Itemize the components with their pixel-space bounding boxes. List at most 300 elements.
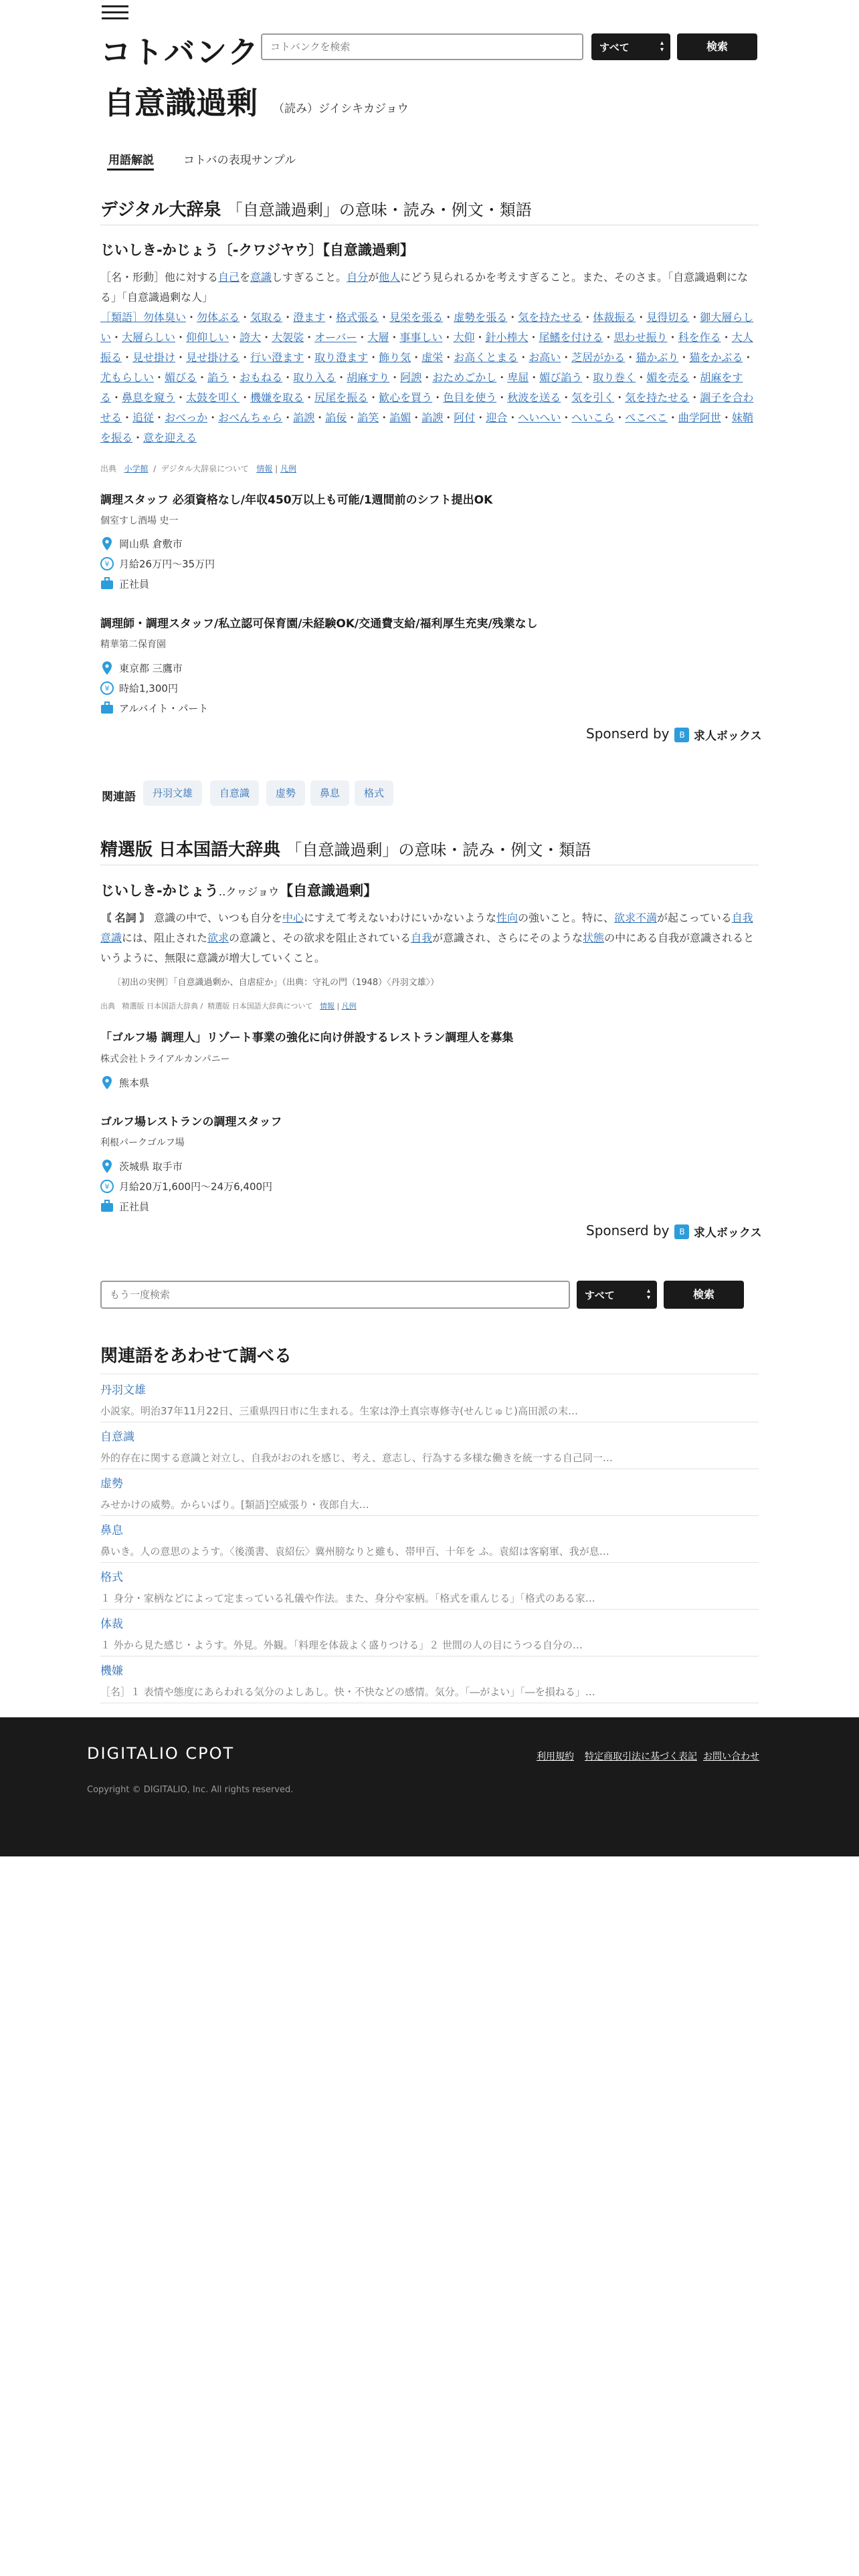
related-word-name[interactable]: 虚勢 <box>100 1477 123 1491</box>
definition-fragment: にどう見られるかを考えすぎること。また、そのさま。「自意識過剰になる」「自意識過剰な人」 <box>100 271 749 304</box>
synonym-list <box>100 308 759 448</box>
word-link[interactable]: 欲求不満 <box>614 911 658 924</box>
synonym-link[interactable]: 太鼓を叩く <box>186 391 240 404</box>
word-link[interactable]: 自我 <box>411 932 433 944</box>
definition-fragment: の中にある自我が意識されるというように、無限に意識が増大していくこと。 <box>100 932 755 964</box>
search-scope-value: すべて <box>599 41 630 53</box>
separator: ・ <box>111 331 122 344</box>
sponsor-credit[interactable] <box>586 1222 762 1240</box>
separator: ・ <box>496 371 508 384</box>
synonym-link[interactable]: 取り澄ます <box>314 351 369 364</box>
synonym-link[interactable]: 誇大 <box>240 331 262 344</box>
related-word-item[interactable] <box>100 1427 759 1465</box>
job-company: 精華第二保育園 <box>100 639 166 650</box>
svg-text:¥: ¥ <box>104 684 110 693</box>
select-arrows-icon: ▴ ▾ <box>646 1287 650 1301</box>
related-word-desc: 外的存在に関する意識と対立し、自我がおのれを感じ、考え、意志し、行為する多様な働きを統一する自己同一… <box>100 1452 613 1464</box>
divider <box>100 1515 759 1516</box>
job-company: 利根パークゴルフ場 <box>100 1138 185 1148</box>
job-location-text: 東京都 三鷹市 <box>119 662 183 675</box>
separator: ・ <box>304 351 315 364</box>
synonym-link[interactable]: 意を迎える <box>143 431 197 444</box>
separator: ・ <box>636 311 647 324</box>
section-subtitle: 「自意識過剰」の意味・読み・例文・類語 <box>226 201 532 219</box>
briefcase-icon <box>100 576 114 591</box>
separator: ・ <box>325 311 337 324</box>
separator: ・ <box>421 371 433 384</box>
related-word-desc: １ 外から見た感じ・ようす。外見。外観。「料理を体裁よく盛りつける」２ 世間の人の目にうつる自分の… <box>100 1639 583 1651</box>
job-title[interactable]: 調理スタッフ 必須資格なし/年収450万以上も可能/1週間前のシフト提出OK <box>100 494 493 507</box>
separator: ・ <box>175 331 187 344</box>
word-link[interactable]: 他人 <box>379 271 401 284</box>
search-button[interactable]: 検索 <box>677 33 757 60</box>
synonym-label[interactable]: ［類語］ <box>100 311 144 324</box>
definition-text <box>100 908 759 968</box>
definition-fragment: しすぎること。 <box>272 271 347 284</box>
synonym-link[interactable]: 大仰 <box>453 331 475 344</box>
synonym-link[interactable]: 胡麻をする <box>100 371 743 404</box>
section-heading-seisen <box>100 836 591 861</box>
synonym-link[interactable]: ぺこぺこ <box>625 411 668 424</box>
synonym-link[interactable]: 秋波を送る <box>507 391 561 404</box>
synonym-link[interactable]: 猫をかぶる <box>689 351 743 364</box>
svg-text:¥: ¥ <box>104 560 110 568</box>
synonym-link[interactable]: 色目を使う <box>443 391 497 404</box>
tab-expression-samples[interactable]: コトバの表現サンプル <box>183 154 296 167</box>
synonym-link[interactable]: おべっか <box>165 411 208 424</box>
synonym-link[interactable]: 仰仰しい <box>186 331 229 344</box>
synonym-link[interactable]: 調子を合わせる <box>100 391 754 424</box>
separator: ・ <box>689 371 700 384</box>
section-subtitle: 「自意識過剰」の意味・読み・例文・類語 <box>286 841 591 859</box>
synonym-link[interactable]: 科を作る <box>678 331 721 344</box>
separator: ・ <box>678 351 690 364</box>
separator: ・ <box>336 371 347 384</box>
divider <box>100 1609 759 1610</box>
yen-coin-icon <box>100 681 114 695</box>
catalog-link[interactable]: 凡例 <box>341 1002 357 1010</box>
separator: ・ <box>689 311 700 324</box>
word-link[interactable]: 状態 <box>583 932 605 944</box>
word-link[interactable]: 自己 <box>218 271 240 284</box>
synonym-link[interactable]: 諂笑 <box>357 411 379 424</box>
separator: ・ <box>175 351 187 364</box>
separator: ・ <box>186 311 197 324</box>
synonym-link[interactable]: 猫かぶり <box>636 351 679 364</box>
word-link[interactable]: 中心 <box>282 911 304 924</box>
separator: ・ <box>261 331 272 344</box>
related-word-item[interactable] <box>100 1474 759 1511</box>
separator: ・ <box>432 391 444 404</box>
synonym-link[interactable]: 卑屈 <box>507 371 529 384</box>
synonym-link[interactable]: 大人振る <box>100 331 753 364</box>
related-word-name[interactable]: 機嫌 <box>100 1665 123 1678</box>
synonym-link[interactable]: 歓心を買う <box>379 391 433 404</box>
sponsor-label: Sponserd by <box>586 1222 670 1239</box>
related-word-name[interactable]: 自意識 <box>100 1430 134 1444</box>
separator: ・ <box>603 331 614 344</box>
synonym-link[interactable]: 体裁振る <box>593 311 636 324</box>
synonym-link[interactable]: 飾り気 <box>379 351 411 364</box>
synonym-link[interactable]: おべんちゃら <box>218 411 283 424</box>
separator: ・ <box>689 391 700 404</box>
related-word-item[interactable] <box>100 1568 759 1605</box>
related-word-desc: みせかけの威勢。からいばり。[類語]空威張り・夜郎自大… <box>100 1499 369 1511</box>
separator: ・ <box>314 411 326 424</box>
related-tag[interactable]: 虚勢 <box>266 780 305 806</box>
separator: ・ <box>368 391 379 404</box>
job-title[interactable]: 「ゴルフ場 調理人」リゾート事業の強化に向け併設するレストラン調理人を募集 <box>100 1031 514 1045</box>
word-link[interactable]: 自我意識 <box>100 911 753 944</box>
separator: ・ <box>229 371 240 384</box>
definition-fragment: にすえて考えないわけにいかないような <box>303 911 496 924</box>
sponsor-credit[interactable] <box>586 726 762 743</box>
search-input[interactable] <box>261 33 583 60</box>
job-salary <box>100 681 178 697</box>
commerce-law-link[interactable]: 特定商取引法に基づく表記 <box>585 1751 697 1762</box>
separator: ・ <box>582 311 593 324</box>
job-salary <box>100 556 215 572</box>
location-pin-icon <box>100 536 114 551</box>
separator: ・ <box>175 391 187 404</box>
separator: ・ <box>625 351 636 364</box>
job-type-text: 正社員 <box>119 1200 150 1213</box>
synonym-link[interactable]: 勿体ぶる <box>197 311 240 324</box>
separator: ・ <box>721 331 732 344</box>
job-location-text: 茨城県 取手市 <box>119 1160 183 1173</box>
synonym-link[interactable]: お高い <box>529 351 561 364</box>
separator: ・ <box>379 311 390 324</box>
job-location <box>100 1159 183 1175</box>
definition-fragment: が起こっている <box>657 911 732 924</box>
related-word-desc: 小説家。明治37年11月22日、三重県四日市に生まれる。生家は浄土真宗専修寺(せんじゅじ)高田派の末… <box>100 1405 578 1417</box>
footer-logo[interactable]: DIGITALIO CPOT <box>87 1744 235 1763</box>
related-tag[interactable]: 鼻息 <box>310 780 349 806</box>
synonym-link[interactable]: 迎合 <box>486 411 508 424</box>
separator: ・ <box>229 331 240 344</box>
synonym-link[interactable]: 行い澄ます <box>250 351 304 364</box>
related-words-heading: 関連語をあわせて調べる <box>100 1346 292 1366</box>
separator: ・ <box>443 311 454 324</box>
synonym-link[interactable]: 媚を売る <box>646 371 690 384</box>
source-label: 出典 <box>100 1002 115 1010</box>
job-location-text: 熊本県 <box>119 1077 150 1089</box>
related-word-item[interactable] <box>100 1661 759 1699</box>
job-type <box>100 1199 149 1215</box>
info-link[interactable]: 情報 <box>319 1002 335 1010</box>
search-again-input[interactable] <box>100 1281 570 1309</box>
separator: ・ <box>111 391 122 404</box>
menu-icon[interactable] <box>102 5 128 19</box>
synonym-link[interactable]: 見せ掛け <box>132 351 176 364</box>
source-about: デジタル大辞泉について <box>161 464 249 473</box>
synonym-link[interactable]: 見栄を張る <box>389 311 444 324</box>
synonym-link[interactable]: おためごかし <box>432 371 497 384</box>
synonym-link[interactable]: 針小棒大 <box>485 331 529 344</box>
separator: ・ <box>443 351 454 364</box>
job-salary-text: 月給20万1,600円〜24万6,400円 <box>119 1180 273 1193</box>
synonym-link[interactable]: 尾鰭を付ける <box>539 331 603 344</box>
related-tags-label: 関連語 <box>102 790 136 804</box>
separator: ・ <box>561 411 572 424</box>
word-link[interactable]: 意識 <box>250 271 272 284</box>
select-arrows-icon: ▴ ▾ <box>660 39 664 53</box>
synonym-link[interactable]: 諂佞 <box>325 411 347 424</box>
separator: ・ <box>507 311 518 324</box>
related-word-desc: ［名］１ 表情や態度にあらわれる気分のよしあし。快・不快などの感情。気分。「―がよい」「―を損ねる」… <box>100 1686 595 1698</box>
separator: ・ <box>614 391 626 404</box>
separator: ・ <box>411 351 422 364</box>
synonym-link[interactable]: 諂媚 <box>389 411 411 424</box>
synonym-link[interactable]: 気取る <box>250 311 283 324</box>
entry-heading <box>100 880 377 900</box>
terms-link[interactable]: 利用規約 <box>537 1751 574 1762</box>
job-title[interactable]: 調理師・調理スタッフ/私立認可保育園/未経験OK/交通費支給/福利厚生充実/残業なし <box>100 617 538 631</box>
search-again-scope-select[interactable] <box>577 1281 657 1309</box>
job-type <box>100 701 208 717</box>
synonym-link[interactable]: お高くとまる <box>454 351 518 364</box>
related-word-name[interactable]: 丹羽文雄 <box>100 1384 146 1397</box>
synonym-link[interactable]: おもねる <box>240 371 283 384</box>
synonym-link[interactable]: 胡麻すり <box>347 371 390 384</box>
catalog-link[interactable]: 凡例 <box>280 464 296 473</box>
source-line: 出典 精選版 日本国語大辞典 / 精選版 日本国語大辞典について 情報 | 凡例 <box>100 1002 357 1010</box>
definition-fragment: には、阻止された <box>122 932 208 944</box>
synonym-link[interactable]: 見得切る <box>646 311 690 324</box>
separator: ・ <box>207 411 219 424</box>
synonym-link[interactable]: 大層らしい <box>122 331 176 344</box>
job-location <box>100 536 183 552</box>
separator: ・ <box>240 351 251 364</box>
separator: ・ <box>721 411 732 424</box>
synonym-link[interactable]: 鼻息を窺う <box>122 391 176 404</box>
synonym-link[interactable]: 媚びる <box>165 371 197 384</box>
synonym-link[interactable]: 格式張る <box>336 311 379 324</box>
related-word-item[interactable] <box>100 1521 759 1558</box>
source-line: 出典 小学館 / デジタル大辞泉について 情報 | 凡例 <box>100 464 296 473</box>
job-company: 個室すし酒場 史一 <box>100 516 179 526</box>
separator: ・ <box>357 331 368 344</box>
sponsor-brand: 求人ボックス <box>693 1226 762 1240</box>
entry-heading: じいしき‐かじょう〔‐クワジヤウ〕【自意識過剰】 <box>100 242 414 258</box>
separator: ・ <box>197 371 208 384</box>
example-quote: 〔初出の実例〕「自意識過剰か、自虐症か」（出典：守礼の門（1948）〈丹羽文雄〉） <box>112 978 440 988</box>
synonym-link[interactable]: 気を持たせる <box>518 311 583 324</box>
separator: ・ <box>561 391 572 404</box>
page-title: 自意識過剰 <box>104 85 258 121</box>
separator: ・ <box>443 411 454 424</box>
separator: ・ <box>282 311 294 324</box>
separator: ・ <box>368 351 379 364</box>
separator: ・ <box>132 431 144 444</box>
definition-fragment: の意識と、その欲求を阻止されている <box>229 932 411 944</box>
publisher-name: 精選版 日本国語大辞典 <box>122 1002 198 1010</box>
dictionary-name: デジタル大辞泉 <box>100 200 221 220</box>
separator: ・ <box>304 331 315 344</box>
synonym-link[interactable]: 思わせ振り <box>613 331 668 344</box>
job-type-text: 正社員 <box>119 578 150 591</box>
active-tab-indicator <box>107 169 154 171</box>
related-tag[interactable]: 丹羽文雄 <box>143 780 202 806</box>
separator: ・ <box>743 351 754 364</box>
synonym-link[interactable]: 機嫌を取る <box>250 391 304 404</box>
synonym-link[interactable]: 気を引く <box>571 391 615 404</box>
divider <box>100 1562 759 1563</box>
search-scope-select[interactable] <box>591 33 670 60</box>
synonym-link[interactable]: 事事しい <box>399 331 443 344</box>
briefcase-icon <box>100 701 114 716</box>
definition-fragment: を <box>240 271 251 284</box>
separator: ・ <box>154 411 165 424</box>
separator: ・ <box>240 311 251 324</box>
word-link[interactable]: 自分 <box>347 271 369 284</box>
briefcase-icon <box>100 1199 114 1214</box>
separator: ・ <box>282 371 294 384</box>
definition-prefix: ［名・形動］他に対する <box>100 271 219 284</box>
entry-reading: じいしき‐かじょう <box>100 883 219 899</box>
sponsor-label: Sponserd by <box>586 726 670 742</box>
contact-link[interactable]: お問い合わせ <box>703 1751 759 1762</box>
synonym-link[interactable]: 気を持たせる <box>625 391 690 404</box>
separator: ・ <box>122 351 133 364</box>
definition-fragment: が意識され、さらにそのような <box>432 932 583 944</box>
synonym-link[interactable]: 阿諛 <box>400 371 422 384</box>
separator: ・ <box>529 371 540 384</box>
separator: ・ <box>240 391 251 404</box>
synonym-link[interactable]: 諂う <box>207 371 229 384</box>
separator: ・ <box>474 331 486 344</box>
word-link[interactable]: 性向 <box>496 911 518 924</box>
site-logo[interactable]: コトバンク <box>100 34 260 70</box>
related-word-desc: １ 身分・家柄などによって定まっている礼儀や作法。また、身分や家柄。「格式を重んじる」「格式のある家… <box>100 1592 595 1604</box>
separator: ・ <box>389 331 400 344</box>
synonym-link[interactable]: 虚栄 <box>421 351 444 364</box>
separator: ・ <box>411 411 422 424</box>
source-label: 出典 <box>100 464 117 473</box>
job-location <box>100 1075 149 1091</box>
yen-coin-icon <box>100 1179 114 1194</box>
related-tag[interactable]: 格式 <box>355 780 393 806</box>
job-location-text: 岡山県 倉敷市 <box>119 538 183 550</box>
copyright: Copyright © DIGITALIO, Inc. All rights reserved. <box>87 1785 294 1795</box>
word-reading: （読み）ジイシキカジョウ <box>273 102 409 116</box>
synonym-link[interactable]: 阿付 <box>454 411 476 424</box>
source-about: 精選版 日本国語大辞典について <box>207 1002 313 1010</box>
job-salary <box>100 1179 272 1195</box>
location-pin-icon <box>100 1159 114 1174</box>
related-word-item[interactable] <box>100 1380 759 1418</box>
separator: ・ <box>528 331 539 344</box>
separator: ・ <box>282 411 294 424</box>
separator: ・ <box>518 351 529 364</box>
dictionary-name: 精選版 日本国語大辞典 <box>100 840 281 860</box>
location-pin-icon <box>100 1075 114 1090</box>
kyujinbox-logo-icon: B <box>674 728 689 742</box>
entry-kana: ‥クヮジョウ <box>218 885 280 898</box>
job-title[interactable]: ゴルフ場レストランの調理スタッフ <box>100 1115 282 1129</box>
separator: ・ <box>614 411 626 424</box>
svg-text:¥: ¥ <box>104 1182 110 1191</box>
job-salary-text: 時給1,300円 <box>119 682 178 695</box>
job-type-text: アルバイト・パート <box>119 702 209 715</box>
synonym-link[interactable]: 尤もらしい <box>100 371 155 384</box>
separator: ・ <box>154 371 165 384</box>
synonym-link[interactable]: オーバー <box>314 331 357 344</box>
separator: ・ <box>442 331 454 344</box>
sponsor-brand: 求人ボックス <box>693 730 762 743</box>
job-company: 株式会社トライアルカンパニー <box>100 1054 230 1065</box>
job-location <box>100 661 183 677</box>
info-link[interactable]: 情報 <box>256 464 273 473</box>
synonym-link[interactable]: 諂諛 <box>293 411 315 424</box>
related-word-desc: 鼻いき。人の意思のようす。〈後漢書、袁紹伝〉冀州膀なりと雖も、帯甲百、十年を ふ。袁紹は客窮軍、我が息… <box>100 1545 609 1558</box>
definition-text <box>100 267 759 308</box>
definition-fragment: の強いこと。特に、 <box>517 911 614 924</box>
separator: ・ <box>347 411 358 424</box>
separator: ・ <box>122 411 133 424</box>
entry-kanji: 【自意識過剰】 <box>279 883 378 899</box>
separator: ・ <box>379 411 390 424</box>
synonym-link[interactable]: 妹鞘を振る <box>100 411 753 444</box>
kyujinbox-logo-icon: B <box>674 1224 689 1239</box>
separator: ・ <box>636 371 647 384</box>
synonym-link[interactable]: 尻尾を振る <box>314 391 369 404</box>
synonym-link[interactable]: 媚び諂う <box>539 371 583 384</box>
separator: ・ <box>667 331 678 344</box>
word-link[interactable]: 欲求 <box>207 932 229 944</box>
related-word-name[interactable]: 体裁 <box>100 1618 123 1631</box>
separator: ・ <box>667 411 678 424</box>
synonym-link[interactable]: 追従 <box>132 411 155 424</box>
separator: ・ <box>304 391 315 404</box>
synonym-link[interactable]: 御大層らしい <box>100 311 754 344</box>
separator: ・ <box>507 411 518 424</box>
synonym-link[interactable]: 大層 <box>367 331 389 344</box>
separator: ・ <box>389 371 401 384</box>
synonym-link[interactable]: 芝居がかる <box>571 351 626 364</box>
synonym-link[interactable]: 大袈裟 <box>272 331 304 344</box>
search-scope-value: すべて <box>585 1289 615 1301</box>
related-word-name[interactable]: 鼻息 <box>100 1524 123 1537</box>
synonym-link[interactable]: へいこら <box>571 411 615 424</box>
related-word-name[interactable]: 格式 <box>100 1571 123 1584</box>
separator: ・ <box>561 351 572 364</box>
synonym-link[interactable]: 曲学阿世 <box>678 411 721 424</box>
definition-fragment: 意識の中で、いつも自分を <box>154 911 282 924</box>
synonym-link[interactable]: 取り入る <box>293 371 337 384</box>
synonym-link[interactable]: 取り巻く <box>593 371 636 384</box>
synonym-link[interactable]: 澄ます <box>293 311 326 324</box>
synonym-link[interactable]: 勿体臭い <box>143 311 187 324</box>
definition-fragment: が <box>368 271 379 284</box>
related-tag[interactable]: 自意識 <box>210 780 259 806</box>
location-pin-icon <box>100 661 114 675</box>
separator: ・ <box>475 411 486 424</box>
separator: ・ <box>582 371 593 384</box>
synonym-link[interactable]: 諂諛 <box>421 411 444 424</box>
search-again-button[interactable]: 検索 <box>664 1281 744 1309</box>
yen-coin-icon <box>100 556 114 571</box>
related-word-item[interactable] <box>100 1614 759 1652</box>
tab-definitions[interactable]: 用語解説 <box>108 154 154 167</box>
synonym-link[interactable]: 見せ掛ける <box>186 351 240 364</box>
section-heading-digital-daijisen <box>100 196 532 221</box>
footer <box>0 1717 859 1856</box>
synonym-link[interactable]: へいへい <box>518 411 561 424</box>
publisher-link[interactable]: 小学館 <box>124 464 149 473</box>
job-salary-text: 月給26万円〜35万円 <box>119 558 215 570</box>
synonym-link[interactable]: 虚勢を張る <box>454 311 508 324</box>
